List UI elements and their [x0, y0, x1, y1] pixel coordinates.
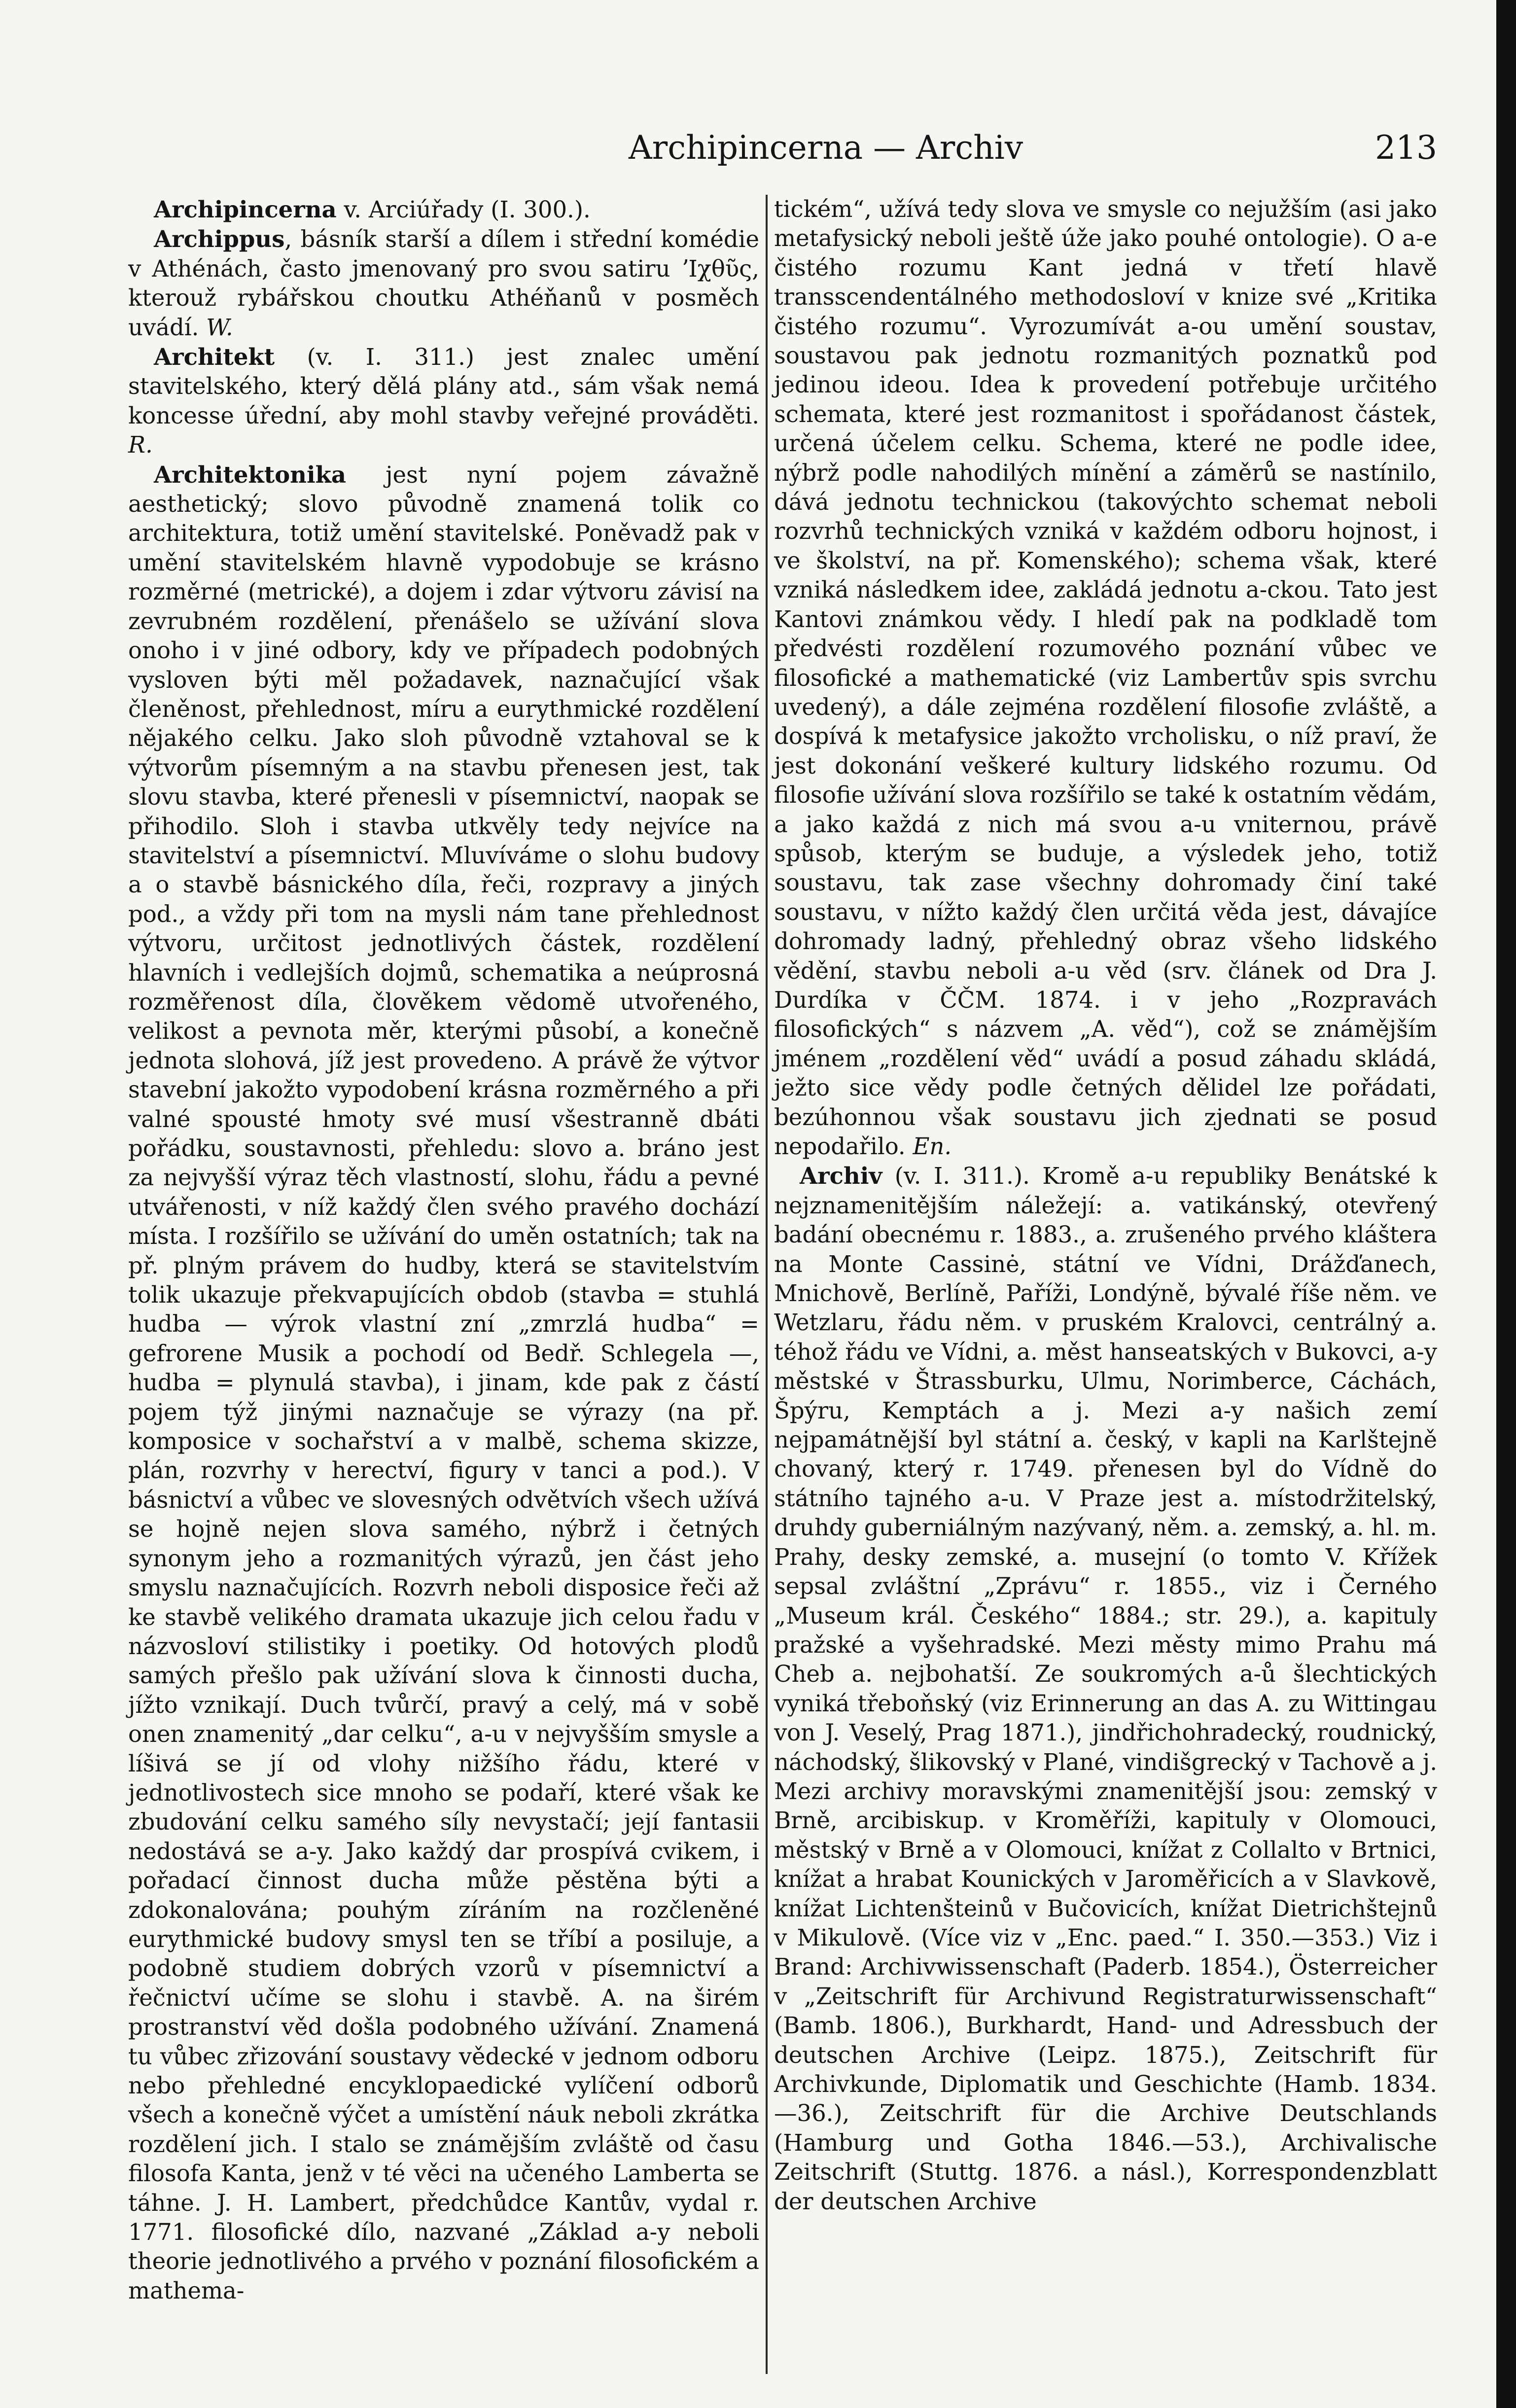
entry-text: tickém“, užívá tedy slova ve smysle co nejužším (asi jako metafysický neboli ještě úže jako pouhé ontologie). O a-e čistého rozumu Kant jedná v třetí hlavě transscendentálného methodosloví v knize své „Kritika čistého rozumu“. Vyrozumívát a-ou umění soustav, soustavou pak jednotu rozmanitých poznatků pod jedinou ideou. Idea k provedení potřebuje určitého schemata, které jest rozmanitost i spořádanost částek, určená účelem celku. Schema, které ne podle idee, nýbrž podle nahodilých mínění a záměrů se nastínilo, dává jednotu technickou (takovýchto schemat neboli rozvrhů technických vzniká v každém odboru hojnost, i ve školství, na př. Komenského); schema však, které vzniká následkem idee, zakládá jednotu a-ckou. Tato jest Kantovi známkou vědy. I hledí pak na podkladě tom předvésti rozdělení rozumového poznání vůbec ve filosofické a mathematické (viz Lambertův spis svrchu uvedený), a dále zejména rozdělení filosofie zvláště, a dospívá k metafysice jakožto vrcholisku, o níž praví, že jest dokonání veškeré kultury lidského rozumu. Od filosofie užívání slova rozšířilo se také k ostatním vědám, a jako každá z nich má svou a-u vniternou, právě spůsob, kterým se buduje, a výsledek jeho, totiž soustavu, tak zase všechny dohromady činí také soustavu, v nížto každý člen určitá věda jest, dávajíce dohromady ladný, přehledný obraz všeho lidského vědění, stavbu neboli a-u věd (srv. článek od Dra J. Durdíka v ČČM. 1874. i v jeho „Rozpravách filosofických“ s názvem „A. věd“), což se známějším jménem „rozdělení věd“ uvádí a posud záhadu skládá, ježto sice vědy podle četných dělidel lze pořádati, bezúhonnou však soustavu jich zjednati se posud nepodařilo.: [774, 196, 1437, 1160]
author-signature: W.: [206, 314, 233, 341]
column-divider: [766, 195, 768, 2374]
headword: Archiv: [800, 1162, 882, 1190]
page-header: [629, 126, 1437, 170]
headword: Architektonika: [154, 460, 346, 488]
entry-architekt: [128, 342, 759, 460]
headword: Archippus: [154, 225, 285, 253]
headword: Archipincerna: [154, 196, 337, 223]
page-edge: [1496, 0, 1516, 2408]
entry-text: (v. I. 311.). Kromě a-u republiky Benátské k nejznamenitějším náležejí: a. vatikánský, otevřený badání obecnému r. 1883., a. zrušeného prvého kláštera na Monte Cassinė, státní ve Vídni, Drážďanech, Mnichově, Berlíně, Paříži, Londýně, bývalé říše něm. ve Wetzlaru, řádu něm. v pruském Kralovci, centrálný a. téhož řádu ve Vídni, a. měst hanseatských v Bukovci, a-y městské v Štrassburku, Ulmu, Norimberce, Cáchách, Špýru, Kemptách a j. Mezi a-y našich zemí nejpamátnější byl státní a. český, v kapli na Karlštejně chovaný, který r. 1749. přenesen byl do Vídně do státního tajného a-u. V Praze jest a. místodržitelský, druhdy guberniálným nazývaný, něm. a. zemský, a. hl. m. Prahy, desky zemské, a. musejní (o tomto V. Křížek sepsal zvláštní „Zprávu“ r. 1855., viz i Černého „Museum král. Českého“ 1884.; str. 29.), a. kapituly pražské a vyšehradské. Mezi městy mimo Prahu má Cheb a. nejbohatší. Ze soukromých a-ů šlechtických vyniká třeboňský (viz Erinnerung an das A. zu Wittingau von J. Veselý, Prag 1871.), jindřichohradecký, roudnický, náchodský, šlikovský v Plané, vindišgrecký v Tachově a j. Mezi archivy moravskými znamenitější jsou: zemský v Brně, arcibiskup. v Kroměříži, kapituly v Olomouci, městský v Brně a v Olomouci, knížat z Collalto v Brtnici, knížat a hrabat Kounických v Jaroměřicích a v Slavkově, knížat Lichtenšteinů v Bučovicích, knížat Dietrichštejnů v Mikulově. (Více viz v „Enc. paed.“ I. 350.—353.) Viz i Brand: Archivwissenschaft (Paderb. 1854.), Österreicher v „Zeitschrift für Archivund Registraturwissenschaft“ (Bamb. 1806.), Burkhardt, Hand- und Adressbuch der deutschen Archive (Leipz. 1875.), Zeitschrift für Archivkunde, Diplomatik und Geschichte (Hamb. 1834.—36.), Zeitschrift für die Archive Deutschlands (Hamburg und Gotha 1846.—53.), Archivalische Zeitschrift (Stuttg. 1876. a násl.), Korrespondenzblatt der deutschen Archive: [774, 1163, 1437, 2215]
entry-architektonika-continued: [774, 195, 1437, 1161]
right-column: [774, 195, 1437, 2216]
entry-text: v. Arciúřady (I. 300.).: [336, 196, 591, 223]
author-signature: En.: [913, 1133, 952, 1160]
entry-archiv: [774, 1161, 1437, 2216]
entry-archipincerna: [128, 195, 759, 224]
entry-archippus: [128, 224, 759, 342]
entry-text: , básník starší a dílem i střední komédie v Athénách, často jmenovaný pro svou satiru ʼΙχθῦς, kterouž rybářskou choutku Athéňanů v posměch uvádí.: [128, 226, 759, 341]
running-title: Archipincerna — Archiv: [629, 129, 1023, 167]
entry-text: jest nyní pojem závažně aesthetický; slovo původně znamená tolik co architektura, totiž umění stavitelské. Poněvadž pak v umění stavitelském hlavně vypodobuje se krásno rozměrné (metrické), a dojem i zdar výtvoru závisí na zevrubném rozdělení, přenášelo se užívání slova onoho i v jiné odbory, kdy ve případech podobných vysloven býti měl požadavek, naznačující však členěnost, přehlednost, míru a eurythmické rozdělení nějakého celku. Jako sloh původně vztahoval se k výtvorům písemným a na stavbu přenesen jest, tak slovu stavba, které přenesli v písemnictví, naopak se přihodilo. Sloh i stavba utkvěly tedy nejvíce na stavitelství a písemnictví. Mluvíváme o slohu budovy a o stavbě básnického díla, řeči, rozpravy a jiných pod., a vždy při tom na mysli nám tane přehlednost výtvoru, určitost jednotlivých částek, rozdělení hlavních i vedlejších dojmů, schematika a neúprosná rozměřenost díla, člověkem vědomě utvořeného, velikost a pevnota měr, kterými působí, a konečně jednota slohová, jíž jest provedeno. A právě že výtvor stavební jakožto vypodobení krásna rozměrného a při valné spousté hmoty své musí všestranně dbáti pořádku, soustavnosti, přehledu: slovo a. bráno jest za nejvyšší výraz těch vlastností, slohu, řádu a pevné utvářenosti, v níž každý člen svého pravého dochází místa. I rozšířilo se užívání do uměn ostatních; tak na př. plným právem do hudby, která se stavitelstvím tolik ukazuje překvapujících obdob (stavba = stuhlá hudba — výrok vlastní zní „zmrzlá hudba“ = gefrorene Musik a pochodí od Bedř. Schlegela —, hudba = plynulá stavba), i jinam, kde pak z částí pojem týž jinými naznačuje se výrazy (na př. komposice v sochařství a v malbě, schema skizze, plán, rozvrhy v herectví, figury v tanci a pod.). V básnictví a vůbec ve slovesných odvětvích všech užívá se hojně nejen slova samého, nýbrž i četných synonym jeho a rozmanitých výrazů, jen část jeho smyslu naznačujících. Rozvrh neboli disposice řeči až ke stavbě velikého dramata ukazuje jich celou řadu v názvosloví stilistiky i poetiky. Od hotových plodů samých přešlo pak užívání slova k činnosti ducha, jížto vznikají. Duch tvůrčí, pravý a celý, má v sobě onen znamenitý „dar celku“, a-u v nejvyšším smysle a líšivá se jí od vlohy nižšího řádu, které v jednotlivostech sice mnoho se podaří, které však ke zbudování celku samého síly nevystačí; její fantasii nedostává se a-y. Jako každý dar prospívá cvikem, i pořadací činnost ducha může pěstěna býti a zdokonalována; pouhým zíráním na rozčleněné eurythmické budovy smysl ten se tříbí a posiluje, a podobně studiem dobrých vzorů v písemnictví a řečnictví učíme se slohu i stavbě. A. na širém prostranství věd došla podobného užívání. Znamená tu vůbec zřizování soustavy vědecké v jednom odboru nebo přehledné encyklopaedické vylíčení odborů všech a konečně výčet a umístění náuk neboli zkrátka rozdělení jich. I stalo se známějším zvláště od času filosofa Kanta, jenž v té věci na učeného Lamberta se táhne. J. H. Lambert, předchůdce Kantův, vydal r. 1771. filosofické dílo, nazvané „Základ a-y neboli theorie jednotlivého a prvého v poznání filosofickém a mathema-: [128, 461, 759, 2304]
author-signature: R.: [128, 431, 153, 459]
entry-text: (v. I. 311.) jest znalec umění stavitelského, který dělá plány atd., sám však nemá koncesse úřední, aby mohl stavby veřejné prováděti.: [128, 344, 759, 429]
entry-architektonika: [128, 460, 759, 2306]
headword: Architekt: [154, 343, 275, 371]
page-number: 213: [1375, 129, 1437, 167]
left-column: [128, 195, 759, 2305]
